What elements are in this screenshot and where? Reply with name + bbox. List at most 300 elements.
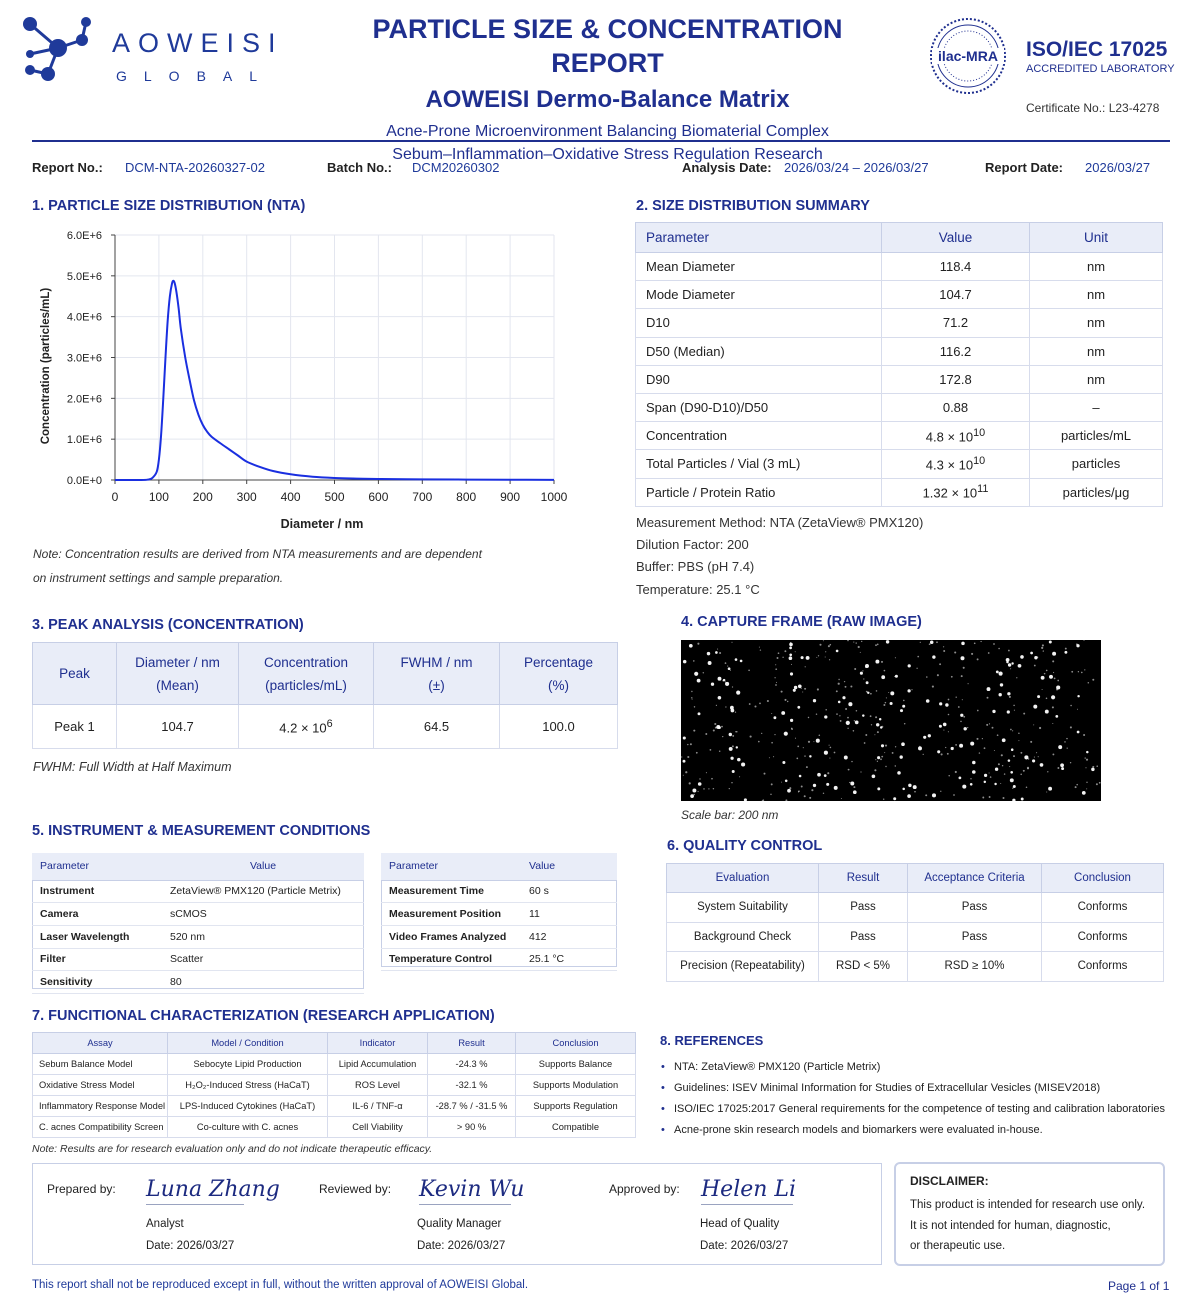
parameter-cell-text: Camera: [40, 908, 79, 921]
table-header-row: [33, 1033, 636, 1054]
value-cell-exponent: 10: [973, 455, 986, 468]
particle-dot: [850, 782, 854, 786]
particle-dot: [1032, 759, 1035, 762]
particle-dot: [1040, 763, 1044, 767]
particle-dot: [1008, 650, 1010, 652]
table-row: [381, 925, 617, 948]
particle-dot: [827, 772, 829, 774]
particle-dot: [793, 689, 796, 692]
particle-dot: [1070, 762, 1071, 763]
particle-dot: [1054, 678, 1056, 680]
value-cell-text: 520 nm: [170, 930, 206, 943]
particle-dot: [1046, 670, 1048, 672]
particle-dot: [875, 644, 877, 646]
conclusion-cell: [516, 1096, 636, 1117]
particle-dot: [999, 693, 1002, 696]
dilution-factor: Dilution Factor: 200: [636, 537, 749, 552]
particle-dot: [730, 670, 731, 671]
table-row: [381, 948, 617, 971]
particle-dot: [818, 655, 819, 656]
particle-dot: [959, 777, 962, 780]
column-header: [374, 643, 500, 705]
particle-dot: [1085, 757, 1086, 758]
particle-dot: [932, 793, 936, 797]
particle-dot: [787, 701, 788, 702]
particle-dot: [759, 647, 760, 648]
particle-dot: [844, 756, 848, 760]
particle-dot: [1052, 706, 1054, 708]
particle-dot: [1013, 785, 1016, 788]
particle-dot: [1045, 710, 1049, 714]
particle-dot: [932, 686, 934, 688]
value-cell: [882, 253, 1030, 281]
particle-dot: [829, 659, 830, 660]
particle-dot: [694, 706, 695, 707]
particle-dot: [956, 697, 957, 698]
table-header-row: [636, 223, 1163, 253]
evaluation-cell-text: Precision (Repeatability): [680, 960, 805, 973]
particle-dot: [773, 756, 774, 757]
particle-dot: [795, 651, 796, 652]
particle-dot: [1011, 748, 1014, 751]
reviewed-by-date: Date: 2026/03/27: [417, 1240, 506, 1252]
header-divider: [32, 140, 1170, 142]
particle-dot: [823, 793, 824, 794]
conclusion-cell-text: Compatible: [551, 1122, 600, 1132]
particle-dot: [767, 700, 769, 702]
particle-dot: [886, 640, 889, 643]
particle-dot: [718, 726, 721, 729]
particle-dot: [825, 657, 826, 658]
particle-dot: [795, 738, 796, 739]
particle-dot: [1043, 650, 1044, 651]
column-header: Evaluation: [667, 864, 819, 893]
particle-dot: [1085, 767, 1086, 768]
particle-dot: [926, 676, 928, 678]
reviewed-by-label: Reviewed by:: [319, 1182, 392, 1196]
particle-dot: [1000, 683, 1003, 686]
conclusion-cell: [1042, 952, 1164, 982]
particle-dot: [885, 745, 887, 747]
particle-dot: [877, 787, 880, 790]
particle-dot: [729, 788, 730, 789]
particle-dot: [819, 735, 821, 737]
value-cell-text: 4.8 × 10: [925, 429, 974, 445]
particle-dot: [977, 710, 979, 712]
particle-dot: [930, 640, 934, 644]
disclaimer-line: It is not intended for human, diagnostic,: [910, 1219, 1111, 1232]
particle-dot: [1042, 689, 1043, 690]
particle-dot: [694, 672, 698, 676]
assay-cell-text: Sebum Balance Model: [39, 1059, 133, 1069]
measurement-method: Measurement Method: NTA (ZetaView® PMX120): [636, 515, 924, 530]
header-fwhm-sub: (±): [428, 677, 445, 693]
particle-dot: [732, 770, 735, 773]
particle-dot: [982, 797, 984, 799]
concentration-cell: [239, 705, 374, 749]
particle-dot: [1027, 768, 1028, 769]
table-row: [33, 1054, 636, 1075]
model-cell-text: Co-culture with C. acnes: [196, 1122, 299, 1132]
parameter-cell: [32, 903, 162, 926]
particle-dot: [761, 733, 762, 734]
header-concentration: Concentration: [263, 654, 349, 670]
indicator-cell: [328, 1117, 428, 1138]
particle-dot: [856, 710, 858, 712]
particle-dot: [1038, 756, 1039, 757]
particle-dot: [874, 769, 876, 771]
particle-dot: [836, 690, 838, 692]
unit-cell-text: particles: [1071, 456, 1121, 472]
particle-dot: [881, 756, 883, 758]
particle-dot: [849, 782, 850, 783]
particle-dot: [813, 741, 814, 742]
particle-dot: [717, 649, 718, 650]
particle-dot: [689, 644, 693, 648]
particle-dot: [774, 677, 775, 678]
particle-dot: [699, 778, 700, 779]
particle-dot: [948, 699, 950, 701]
particle-dot: [853, 730, 855, 732]
header-peak: Peak: [59, 666, 90, 681]
particle-dot: [860, 652, 861, 653]
particle-dot: [819, 644, 821, 646]
x-tick-label: 700: [412, 490, 433, 504]
conclusion-cell-text: Conforms: [1077, 960, 1128, 973]
concentration-mantissa: 4.2 × 10: [279, 720, 327, 736]
particle-dot: [1023, 770, 1025, 772]
particle-dot: [806, 766, 808, 768]
table-row: [381, 903, 617, 926]
particle-dot: [803, 747, 804, 748]
particle-dot: [770, 794, 771, 795]
brand-name: AOWEISI: [112, 28, 284, 58]
size-summary-table: [635, 222, 1163, 507]
section-6-title: 6. QUALITY CONTROL: [667, 838, 823, 854]
unit-cell: [1030, 253, 1163, 281]
unit-cell: [1030, 478, 1163, 506]
particle-dot: [862, 670, 863, 671]
section-5-title: 5. INSTRUMENT & MEASUREMENT CONDITIONS: [32, 823, 371, 839]
particle-dot: [960, 714, 963, 717]
value-cell-text: 80: [170, 976, 182, 989]
particle-dot: [685, 771, 687, 773]
particle-dot: [870, 693, 872, 695]
particle-dot: [784, 650, 786, 652]
particle-dot: [963, 727, 966, 730]
particle-dot: [895, 675, 898, 678]
value-cell-exponent: 10: [973, 427, 986, 440]
table-row: [33, 1096, 636, 1117]
value-cell: [521, 903, 617, 926]
particle-dot: [711, 778, 713, 780]
particle-dot: [848, 769, 850, 771]
particle-dot: [855, 721, 859, 725]
peak-analysis-table: [32, 642, 618, 749]
approved-by-label: Approved by:: [609, 1182, 680, 1196]
particle-dot: [902, 788, 905, 791]
column-header: Conclusion: [1042, 864, 1164, 893]
particle-dot: [914, 791, 916, 793]
particle-dot: [875, 759, 876, 760]
percentage-cell: 100.0: [500, 705, 618, 749]
particle-dot: [907, 794, 911, 798]
particle-dot: [784, 699, 786, 701]
particle-dot: [710, 749, 712, 751]
particle-dot: [687, 756, 689, 758]
conclusion-cell-text: Supports Balance: [538, 1059, 613, 1069]
particle-dot: [1058, 745, 1062, 749]
particle-dot: [809, 797, 811, 799]
particle-dot: [870, 715, 872, 717]
column-header: Assay: [33, 1033, 168, 1054]
particle-dot: [998, 763, 1000, 765]
particle-dot: [1009, 696, 1011, 698]
value-cell: [162, 903, 364, 926]
unit-cell: [1030, 422, 1163, 450]
particle-dot: [970, 778, 971, 779]
particle-dot: [1039, 727, 1041, 729]
table-row: [32, 903, 364, 926]
reference-item: • ISO/IEC 17025:2017 General requirements for the competence of testing and calibration laboratories: [660, 1099, 1165, 1120]
particle-dot: [1042, 644, 1044, 646]
particle-dot: [943, 730, 944, 731]
particle-dot: [732, 745, 734, 747]
particle-dot: [683, 736, 686, 739]
particle-dot: [1092, 679, 1094, 681]
particle-dot: [992, 727, 994, 729]
particle-dot: [989, 796, 991, 798]
particle-dot: [1012, 799, 1015, 801]
chart-note-line-2: on instrument settings and sample preparation.: [33, 571, 284, 585]
particle-dot: [1018, 732, 1020, 734]
particle-dot: [937, 674, 939, 676]
value-cell: [882, 393, 1030, 421]
particle-dot: [995, 768, 998, 771]
particle-dot: [1084, 669, 1085, 670]
particle-dot: [928, 734, 931, 737]
x-tick-label: 0: [111, 490, 119, 504]
particle-dot: [834, 786, 838, 790]
temperature: Temperature: 25.1 °C: [636, 582, 760, 597]
particle-dot: [1008, 663, 1011, 666]
page-number: Page 1 of 1: [1108, 1279, 1170, 1293]
value-cell-text: 4.3 × 10: [925, 457, 974, 473]
particle-dot: [1034, 665, 1036, 667]
particle-dot: [683, 660, 687, 664]
y-tick-label: 1.0E+6: [66, 434, 102, 447]
particle-dot: [758, 741, 760, 743]
particle-dot: [1076, 784, 1078, 786]
parameter-cell-text: Mode Diameter: [646, 287, 735, 303]
scale-bar-label: Scale bar: 200 nm: [681, 808, 779, 822]
fwhm-cell: 64.5: [374, 705, 500, 749]
particle-dot: [853, 790, 857, 794]
particle-dot: [1016, 677, 1017, 678]
particle-dot: [884, 670, 886, 672]
particle-dot: [782, 657, 783, 658]
parameter-cell-text: Concentration: [646, 428, 727, 444]
particle-dot: [982, 738, 983, 739]
particle-dot: [884, 752, 885, 753]
particle-dot: [847, 640, 849, 641]
parameter-cell-text: Sensitivity: [40, 976, 93, 989]
value-cell-exponent: 11: [977, 483, 989, 496]
particle-dot: [960, 721, 962, 723]
value-cell: [882, 337, 1030, 365]
particle-dot: [987, 697, 989, 699]
particle-dot: [731, 782, 732, 783]
parameter-cell: [636, 337, 882, 365]
x-tick-label: 600: [368, 490, 389, 504]
particle-dot: [1020, 774, 1022, 776]
particle-dot: [799, 775, 802, 778]
parameter-cell: [636, 478, 882, 506]
unit-cell: [1030, 393, 1163, 421]
particle-dot: [903, 700, 905, 702]
y-tick-label: 4.0E+6: [66, 311, 102, 324]
particle-dot: [797, 746, 799, 748]
column-header: [33, 643, 117, 705]
particle-dot: [958, 706, 960, 708]
value-cell: [521, 948, 617, 971]
particle-dot: [945, 703, 948, 706]
particle-dot: [951, 747, 954, 750]
particle-dot: [1002, 738, 1006, 742]
particle-dot: [955, 744, 957, 746]
particle-dot: [897, 771, 901, 775]
approved-by-role: Head of Quality: [700, 1218, 780, 1230]
particle-dot: [862, 714, 864, 716]
indicator-cell: [328, 1075, 428, 1096]
particle-dot: [1064, 651, 1067, 654]
particle-dot: [893, 797, 896, 800]
parameter-cell-text: D10: [646, 315, 670, 331]
particle-dot: [749, 703, 751, 705]
quality-control-table: [666, 863, 1164, 982]
particle-dot: [735, 658, 738, 661]
result-cell: [428, 1075, 516, 1096]
particle-dot: [1033, 705, 1037, 709]
particle-dot: [804, 755, 805, 756]
particle-dot: [904, 723, 905, 724]
particle-dot: [1010, 668, 1011, 669]
particle-dot: [1099, 782, 1101, 784]
column-header: Parameter: [636, 223, 882, 253]
particle-dot: [989, 723, 990, 724]
particle-dot: [951, 676, 953, 678]
particle-dot: [970, 783, 973, 786]
particle-dot: [876, 723, 879, 726]
result-cell-text: Pass: [850, 930, 876, 943]
particle-dot: [805, 666, 806, 667]
parameter-cell: [636, 281, 882, 309]
unit-cell: [1030, 281, 1163, 309]
particle-dot: [1096, 765, 1098, 767]
value-cell-text: 116.2: [939, 343, 972, 359]
column-header: Result: [819, 864, 908, 893]
particle-dot: [1046, 791, 1047, 792]
particle-dot: [840, 720, 842, 722]
particle-dot: [967, 727, 968, 728]
particle-dot: [829, 644, 831, 646]
particle-dot: [769, 757, 770, 758]
x-tick-label: 900: [500, 490, 521, 504]
particle-dot: [939, 702, 942, 705]
particle-dot: [698, 782, 702, 786]
particle-dot: [796, 758, 798, 760]
particle-dot: [718, 677, 722, 681]
parameter-cell: [636, 393, 882, 421]
particle-dot: [727, 666, 728, 667]
particle-dot: [854, 668, 856, 670]
particle-dot: [888, 692, 889, 693]
particle-dot: [1004, 773, 1005, 774]
particle-dot: [1066, 738, 1067, 739]
particle-dot: [900, 709, 903, 712]
footer-notice: This report shall not be reproduced except in full, without the written approval of AOWEISI Global.: [32, 1279, 529, 1291]
parameter-cell-text: Measurement Time: [389, 885, 484, 898]
particle-dot: [785, 780, 788, 783]
chart-axes: [111, 235, 554, 484]
result-cell: [819, 893, 908, 923]
particle-dot: [1018, 740, 1019, 741]
particle-dot: [825, 709, 827, 711]
parameter-cell: [636, 365, 882, 393]
particle-dot: [813, 784, 816, 787]
particle-dot: [851, 761, 852, 762]
prepared-by-signature: Luna Zhang: [146, 1177, 280, 1202]
particle-dot: [886, 697, 887, 698]
particle-dot: [874, 734, 875, 735]
result-cell: [428, 1054, 516, 1075]
disclaimer-line: This product is intended for research use only.: [910, 1199, 1146, 1211]
particle-dot: [856, 642, 857, 643]
particle-dot: [826, 783, 829, 786]
particle-dot: [824, 751, 828, 755]
particle-dot: [775, 668, 777, 670]
particle-dot: [789, 647, 792, 650]
particle-dot: [705, 733, 707, 735]
conclusion-cell-text: Supports Regulation: [533, 1101, 618, 1111]
particle-dot: [999, 672, 1003, 676]
particle-dot: [1034, 656, 1037, 659]
particle-dot: [885, 702, 887, 704]
particle-dot: [890, 702, 893, 705]
particle-dot: [955, 771, 957, 773]
table-row: [32, 925, 364, 948]
unit-cell-text: particles/μg: [1062, 484, 1130, 500]
particle-dot: [1020, 752, 1022, 754]
parameter-cell: [32, 925, 162, 948]
header-concentration-sub: (particles/mL): [265, 677, 347, 693]
table-row: [33, 1117, 636, 1138]
particle-dot: [1060, 763, 1064, 767]
conclusion-cell: [516, 1117, 636, 1138]
particle-dot: [748, 669, 750, 671]
particle-dot: [1003, 797, 1005, 799]
particle-dot: [876, 690, 878, 692]
particle-dot: [894, 676, 895, 677]
parameter-cell: [636, 450, 882, 478]
particle-dot: [1077, 731, 1080, 734]
particle-dot: [1061, 767, 1064, 770]
model-cell-text: Sebocyte Lipid Production: [193, 1059, 302, 1069]
parameter-cell-text: Temperature Control: [389, 953, 493, 966]
particle-dot: [1034, 757, 1035, 758]
particle-dot: [972, 761, 976, 765]
parameter-cell-text: Measurement Position: [389, 908, 502, 921]
